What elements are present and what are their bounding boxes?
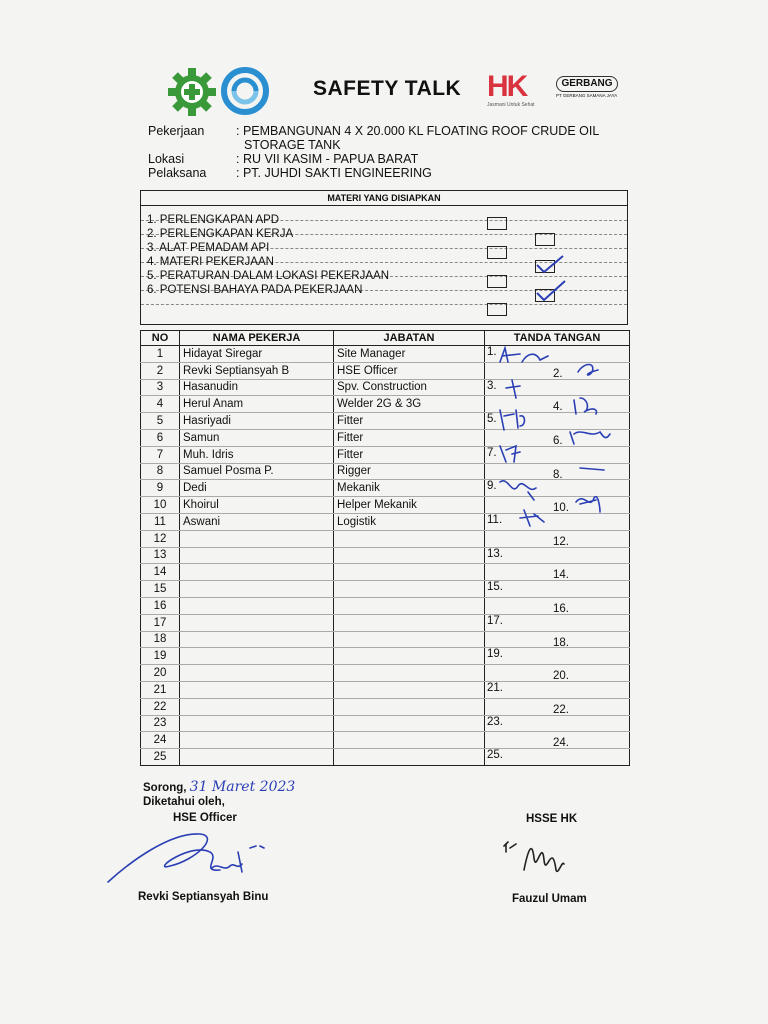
row-no: 25	[141, 749, 180, 766]
row-jabatan: Fitter	[334, 446, 485, 463]
hsse-hk-role: HSSE HK	[526, 813, 578, 825]
materi-item-6: 6. POTENSI BAHAYA PADA PEKERJAAN	[147, 284, 363, 296]
row-signature-cell[interactable]	[485, 749, 630, 766]
pekerjaan-value: : PEMBANGUNAN 4 X 20.000 KL FLOATING ROOF CRUDE OIL	[236, 124, 600, 138]
row-signature-cell[interactable]	[485, 665, 630, 682]
row-signature-cell[interactable]	[485, 715, 630, 732]
signature-number: 16.	[553, 602, 569, 615]
row-no: 15	[141, 581, 180, 598]
row-jabatan: Fitter	[334, 429, 485, 446]
table-row	[141, 631, 630, 648]
materi-item-5: 5. PERATURAN DALAM LOKASI PEKERJAAN	[147, 270, 389, 282]
row-jabatan	[334, 648, 485, 665]
pekerjaan-label: Pekerjaan	[148, 124, 205, 138]
signature-number: 20.	[553, 670, 569, 682]
table-row	[141, 681, 630, 698]
col-header-tanda-tangan: TANDA TANGAN	[485, 331, 630, 346]
row-no: 24	[141, 732, 180, 749]
row-no: 7	[141, 446, 180, 463]
row-no: 14	[141, 564, 180, 581]
row-signature-cell[interactable]	[485, 547, 630, 564]
col-header-no: NO	[141, 331, 180, 346]
table-row	[141, 429, 630, 446]
signature-number: 1.	[487, 346, 497, 358]
row-nama	[180, 564, 334, 581]
col-header-nama: NAMA PEKERJA	[180, 331, 334, 346]
checkbox-1[interactable]	[487, 217, 507, 230]
signature-number: 4.	[553, 401, 563, 413]
row-no: 17	[141, 614, 180, 631]
signature-number: 23.	[487, 715, 503, 728]
signature-number: 9.	[487, 480, 497, 493]
table-row	[141, 379, 630, 396]
pekerjaan-value-cont: STORAGE TANK	[244, 138, 341, 152]
row-signature-cell[interactable]	[485, 513, 630, 530]
row-no: 2	[141, 362, 180, 379]
row-jabatan	[334, 715, 485, 732]
checkmark-icon	[533, 253, 567, 275]
lokasi-value: : RU VII KASIM - PAPUA BARAT	[236, 152, 419, 166]
signature-number: 3.	[487, 379, 497, 392]
row-nama: Muh. Idris	[180, 446, 334, 463]
row-jabatan: Spv. Construction	[334, 379, 485, 396]
row-nama	[180, 681, 334, 698]
signature-number: 25.	[487, 749, 503, 762]
row-signature-cell[interactable]	[485, 648, 630, 665]
row-no: 20	[141, 665, 180, 682]
k3-logo	[166, 66, 218, 118]
hse-officer-name: Revki Septiansyah Binu	[138, 891, 269, 903]
row-signature-cell[interactable]	[485, 396, 630, 413]
row-nama: Hasriyadi	[180, 413, 334, 430]
table-row	[141, 597, 630, 614]
row-signature-cell[interactable]	[485, 446, 630, 463]
table-row	[141, 547, 630, 564]
checkmark-icon	[533, 279, 567, 303]
table-row	[141, 530, 630, 547]
row-jabatan: HSE Officer	[334, 362, 485, 379]
row-no: 16	[141, 597, 180, 614]
handwritten-date: 31 Maret 2023	[189, 779, 296, 795]
row-signature-cell[interactable]	[485, 480, 630, 497]
col-header-jabatan: JABATAN	[334, 331, 485, 346]
row-no: 9	[141, 480, 180, 497]
row-signature-cell[interactable]	[485, 429, 630, 446]
row-nama	[180, 732, 334, 749]
row-jabatan	[334, 631, 485, 648]
row-signature-cell[interactable]	[485, 631, 630, 648]
row-jabatan	[334, 564, 485, 581]
row-no: 19	[141, 648, 180, 665]
table-row	[141, 614, 630, 631]
materi-item-1: 1. PERLENGKAPAN APD	[147, 214, 280, 226]
row-signature-cell[interactable]	[485, 497, 630, 514]
hse-officer-signature	[100, 822, 280, 892]
row-signature-cell[interactable]	[485, 597, 630, 614]
row-nama	[180, 597, 334, 614]
row-nama: Herul Anam	[180, 396, 334, 413]
row-jabatan: Welder 2G & 3G	[334, 396, 485, 413]
row-jabatan	[334, 681, 485, 698]
signature-number: 10.	[553, 502, 569, 514]
row-nama	[180, 614, 334, 631]
table-row	[141, 413, 630, 430]
signature-number: 13.	[487, 547, 503, 560]
signature-number: 8.	[553, 468, 563, 480]
pelaksana-value: : PT. JUHDI SAKTI ENGINEERING	[236, 166, 432, 180]
table-row	[141, 648, 630, 665]
row-nama	[180, 581, 334, 598]
table-row	[141, 564, 630, 581]
workers-table	[140, 330, 630, 766]
row-no: 6	[141, 429, 180, 446]
row-signature-cell[interactable]	[485, 530, 630, 547]
signature-number: 17.	[487, 614, 503, 627]
checkbox-5[interactable]	[487, 275, 507, 288]
row-signature-cell[interactable]	[485, 614, 630, 631]
signature-number: 2.	[553, 367, 563, 380]
table-row	[141, 396, 630, 413]
row-jabatan: Logistik	[334, 513, 485, 530]
row-nama	[180, 648, 334, 665]
row-signature-cell[interactable]	[485, 698, 630, 715]
row-no: 5	[141, 413, 180, 430]
lokasi-label: Lokasi	[148, 152, 185, 166]
table-row	[141, 463, 630, 480]
row-signature-cell[interactable]	[485, 681, 630, 698]
hse-officer-role: HSE Officer	[173, 812, 237, 824]
row-nama	[180, 698, 334, 715]
row-jabatan: Mekanik	[334, 480, 485, 497]
row-no: 1	[141, 346, 180, 363]
signature-number: 14.	[553, 569, 569, 581]
hk-logo: HK Jasmani Untuk Sehat	[487, 70, 535, 108]
table-row	[141, 480, 630, 497]
row-signature-cell[interactable]	[485, 732, 630, 749]
signature-number: 12.	[553, 535, 569, 548]
pertamina-ring-logo	[220, 66, 270, 116]
signature-number: 21.	[487, 681, 503, 694]
checkbox-3[interactable]	[535, 233, 555, 246]
row-no: 3	[141, 379, 180, 396]
row-nama: Aswani	[180, 513, 334, 530]
row-nama	[180, 715, 334, 732]
signature-number: 5.	[487, 413, 497, 426]
table-row	[141, 665, 630, 682]
table-row	[141, 749, 630, 766]
signature-number: 6.	[553, 434, 563, 447]
table-row	[141, 497, 630, 514]
checkbox-2[interactable]	[487, 246, 507, 259]
row-nama: Revki Septiansyah B	[180, 362, 334, 379]
place-label: Sorong,	[143, 782, 187, 794]
signature-number: 15.	[487, 581, 503, 594]
table-row	[141, 362, 630, 379]
signature-number: 7.	[487, 446, 497, 459]
row-jabatan	[334, 597, 485, 614]
materi-checklist	[140, 190, 628, 325]
row-nama: Samuel Posma P.	[180, 463, 334, 480]
row-no: 22	[141, 698, 180, 715]
row-signature-cell[interactable]	[485, 581, 630, 598]
row-no: 11	[141, 513, 180, 530]
row-nama: Samun	[180, 429, 334, 446]
signature-number: 18.	[553, 636, 569, 648]
materi-item-3: 3. ALAT PEMADAM API	[147, 242, 270, 254]
row-jabatan	[334, 732, 485, 749]
row-jabatan	[334, 530, 485, 547]
row-jabatan: Rigger	[334, 463, 485, 480]
row-no: 8	[141, 463, 180, 480]
row-signature-cell[interactable]	[485, 362, 630, 379]
table-row	[141, 513, 630, 530]
signature-number: 11.	[487, 513, 503, 526]
row-no: 4	[141, 396, 180, 413]
row-nama	[180, 631, 334, 648]
row-no: 10	[141, 497, 180, 514]
signature-number: 24.	[553, 737, 569, 749]
row-jabatan: Helper Mekanik	[334, 497, 485, 514]
materi-heading: MATERI YANG DISIAPKAN	[141, 191, 627, 206]
row-jabatan	[334, 698, 485, 715]
row-no: 18	[141, 631, 180, 648]
materi-item-4: 4. MATERI PEKERJAAN	[147, 256, 274, 268]
row-no: 13	[141, 547, 180, 564]
row-signature-cell[interactable]	[485, 413, 630, 430]
row-jabatan	[334, 581, 485, 598]
row-no: 12	[141, 530, 180, 547]
row-signature-cell[interactable]	[485, 379, 630, 396]
table-row	[141, 732, 630, 749]
hsse-hk-name: Fauzul Umam	[512, 893, 587, 905]
row-nama	[180, 530, 334, 547]
row-signature-cell[interactable]	[485, 463, 630, 480]
row-nama	[180, 547, 334, 564]
row-nama: Hasanudin	[180, 379, 334, 396]
row-jabatan	[334, 665, 485, 682]
table-header-row	[141, 331, 630, 346]
diketahui-label: Diketahui oleh,	[143, 796, 225, 808]
row-nama	[180, 749, 334, 766]
row-no: 21	[141, 681, 180, 698]
materi-item-2: 2. PERLENGKAPAN KERJA	[147, 228, 294, 240]
table-row	[141, 715, 630, 732]
row-jabatan	[334, 749, 485, 766]
gerbang-logo: GERBANG PT GERBANG SAMANA JAYA	[556, 78, 618, 98]
signature-number: 22.	[553, 703, 569, 716]
row-jabatan	[334, 614, 485, 631]
checkbox-7[interactable]	[487, 303, 507, 316]
row-no: 23	[141, 715, 180, 732]
row-nama: Hidayat Siregar	[180, 346, 334, 363]
signature-number: 19.	[487, 648, 503, 661]
row-jabatan: Fitter	[334, 413, 485, 430]
row-nama	[180, 665, 334, 682]
row-nama: Khoirul	[180, 497, 334, 514]
table-row	[141, 581, 630, 598]
table-row	[141, 446, 630, 463]
row-nama: Dedi	[180, 480, 334, 497]
table-row	[141, 698, 630, 715]
row-jabatan: Site Manager	[334, 346, 485, 363]
table-row	[141, 346, 630, 363]
hsse-hk-signature	[498, 830, 578, 886]
row-signature-cell[interactable]	[485, 564, 630, 581]
form-title: SAFETY TALK	[313, 77, 462, 100]
row-signature-cell[interactable]	[485, 346, 630, 363]
pelaksana-label: Pelaksana	[148, 166, 207, 180]
row-jabatan	[334, 547, 485, 564]
